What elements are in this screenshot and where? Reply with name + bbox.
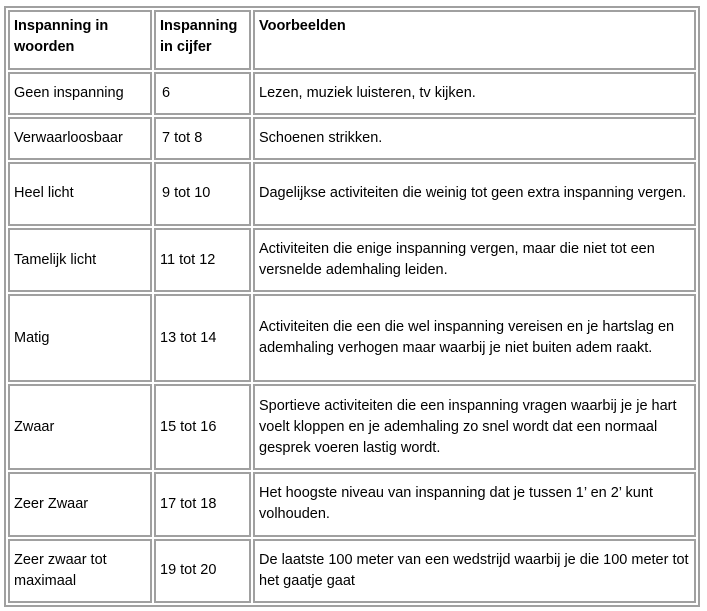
effort-table	[6, 8, 698, 605]
table-row	[8, 472, 696, 536]
cell-example: Activiteiten die een die wel inspanning vereisen en je hartslag en ademhaling verhogen maar waarbij je niet buiten adem raakt.	[253, 294, 696, 382]
cell-number: 17 tot 18	[154, 472, 251, 536]
cell-example: De laatste 100 meter van een wedstrijd waarbij je die 100 meter tot het gaatje gaat	[253, 539, 696, 603]
cell-example: Dagelijkse activiteiten die weinig tot geen extra inspanning vergen.	[253, 162, 696, 226]
cell-words: Zeer zwaar tot maximaal	[8, 539, 152, 603]
cell-words: Tamelijk licht	[8, 228, 152, 292]
cell-example: Activiteiten die enige inspanning vergen, maar die niet tot een versnelde ademhaling leiden.	[253, 228, 696, 292]
effort-scale-table	[4, 6, 700, 607]
table-row	[8, 384, 696, 470]
cell-words: Matig	[8, 294, 152, 382]
cell-example: Sportieve activiteiten die een inspanning vragen waarbij je je hart voelt kloppen en je ademhaling zo snel wordt dat een normaal gesprek voeren lastig wordt.	[253, 384, 696, 470]
header-number: Inspanning in cijfer	[154, 10, 251, 70]
cell-number: 13 tot 14	[154, 294, 251, 382]
header-words: Inspanning in woorden	[8, 10, 152, 70]
header-examples: Voorbeelden	[253, 10, 696, 70]
table-row	[8, 162, 696, 226]
cell-words: Geen inspanning	[8, 72, 152, 115]
table-row	[8, 539, 696, 603]
cell-words: Zeer Zwaar	[8, 472, 152, 536]
cell-number: 9 tot 10	[154, 162, 251, 226]
cell-number: 19 tot 20	[154, 539, 251, 603]
cell-number: 15 tot 16	[154, 384, 251, 470]
cell-words: Heel licht	[8, 162, 152, 226]
cell-number: 11 tot 12	[154, 228, 251, 292]
cell-example: Het hoogste niveau van inspanning dat je tussen 1’ en 2’ kunt volhouden.	[253, 472, 696, 536]
table-row	[8, 72, 696, 115]
table-row	[8, 228, 696, 292]
table-row	[8, 117, 696, 160]
cell-number: 7 tot 8	[154, 117, 251, 160]
cell-number: 6	[154, 72, 251, 115]
table-row	[8, 294, 696, 382]
cell-example: Schoenen strikken.	[253, 117, 696, 160]
cell-example: Lezen, muziek luisteren, tv kijken.	[253, 72, 696, 115]
cell-words: Zwaar	[8, 384, 152, 470]
cell-words: Verwaarloosbaar	[8, 117, 152, 160]
table-header-row	[8, 10, 696, 70]
